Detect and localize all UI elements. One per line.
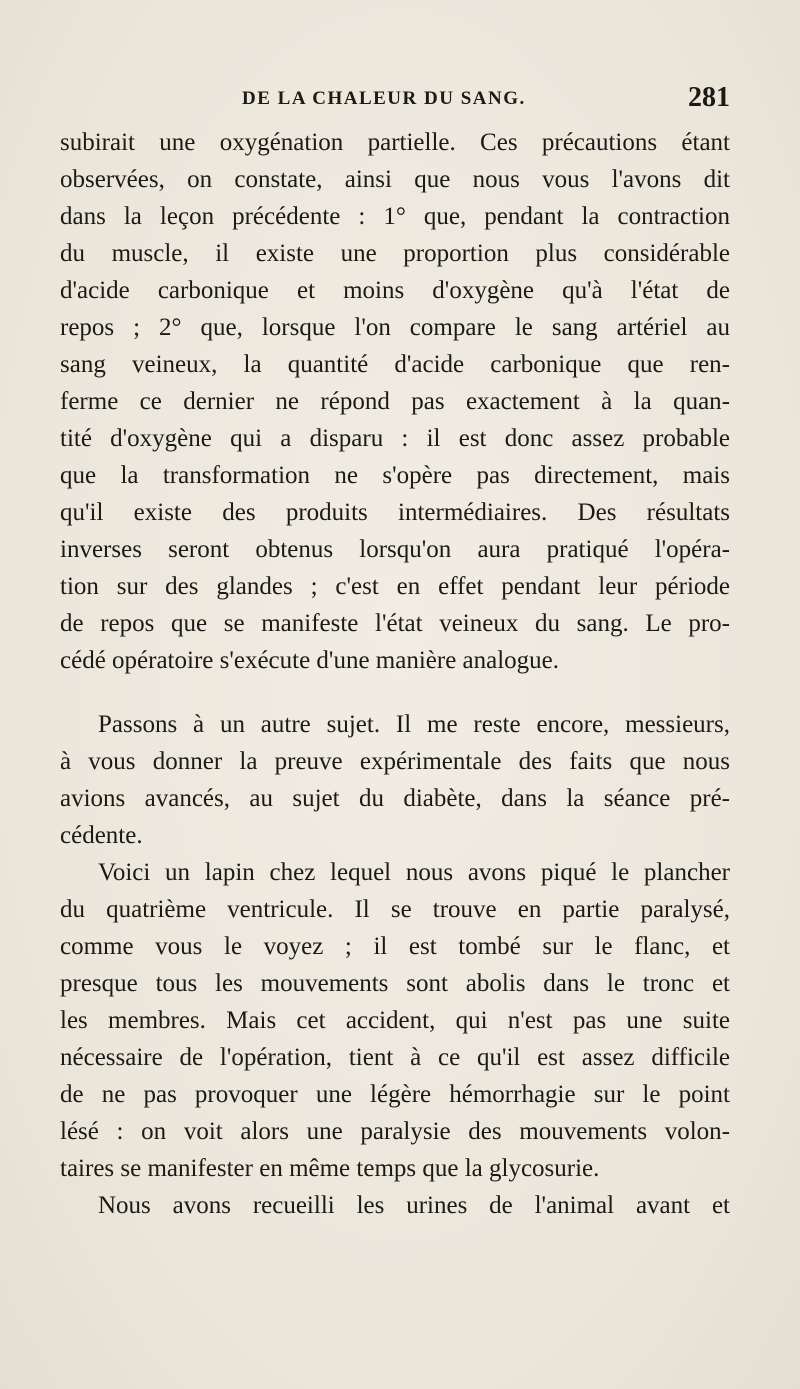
page-number: 281	[688, 82, 730, 113]
text-line: comme vous le voyez ; il est tombé sur le flanc, et	[60, 933, 730, 960]
running-title: DE LA CHALEUR DU SANG.	[242, 88, 526, 109]
text-line: du muscle, il existe une proportion plus considérable	[60, 240, 730, 267]
text-line: inverses seront obtenus lorsqu'on aura pratiqué l'opéra-	[60, 536, 730, 563]
text-line: observées, on constate, ainsi que nous vous l'avons dit	[60, 166, 730, 193]
paragraph-gap	[60, 679, 730, 706]
text-line: les membres. Mais cet accident, qui n'est pas une suite	[60, 1007, 730, 1034]
text-line: que la transformation ne s'opère pas directement, mais	[60, 462, 730, 489]
text-line: de ne pas provoquer une légère hémorrhagie sur le point	[60, 1081, 730, 1108]
text-line: sang veineux, la quantité d'acide carbonique que ren-	[60, 351, 730, 378]
text-line: cédente.	[60, 822, 143, 849]
paragraph-4	[60, 1187, 730, 1224]
text-line: tion sur des glandes ; c'est en effet pendant leur période	[60, 573, 730, 600]
text-line: du quatrième ventricule. Il se trouve en partie paralysé,	[60, 896, 730, 923]
text-line: tité d'oxygène qui a disparu : il est donc assez probable	[60, 425, 730, 452]
text-line: de repos que se manifeste l'état veineux du sang. Le pro-	[60, 610, 730, 637]
text-line: dans la leçon précédente : 1° que, pendant la contraction	[60, 203, 730, 230]
text-line: lésé : on voit alors une paralysie des mouvements volon-	[60, 1118, 730, 1145]
paragraph-1	[60, 124, 730, 679]
text-line: à vous donner la preuve expérimentale des faits que nous	[60, 748, 730, 775]
text-line: avions avancés, au sujet du diabète, dans la séance pré-	[60, 785, 730, 812]
text-line: Voici un lapin chez lequel nous avons piqué le plancher	[98, 859, 730, 886]
paragraph-2	[60, 706, 730, 854]
text-line: subirait une oxygénation partielle. Ces précautions étant	[60, 129, 730, 156]
text-line: presque tous les mouvements sont abolis dans le tronc et	[60, 970, 730, 997]
text-line: cédé opératoire s'exécute d'une manière analogue.	[60, 647, 560, 674]
paragraph-3	[60, 854, 730, 1187]
text-line: nécessaire de l'opération, tient à ce qu'il est assez difficile	[60, 1044, 730, 1071]
text-line: repos ; 2° que, lorsque l'on compare le sang artériel au	[60, 314, 730, 341]
text-line: d'acide carbonique et moins d'oxygène qu'à l'état de	[60, 277, 730, 304]
running-head	[60, 82, 730, 118]
text-line: qu'il existe des produits intermédiaires. Des résultats	[60, 499, 730, 526]
text-line: Passons à un autre sujet. Il me reste encore, messieurs,	[98, 711, 730, 738]
text-line: ferme ce dernier ne répond pas exactement à la quan-	[60, 388, 730, 415]
text-line: taires se manifester en même temps que la glycosurie.	[60, 1155, 600, 1182]
text-line: Nous avons recueilli les urines de l'animal avant et	[98, 1192, 730, 1219]
body-text	[60, 124, 730, 1224]
